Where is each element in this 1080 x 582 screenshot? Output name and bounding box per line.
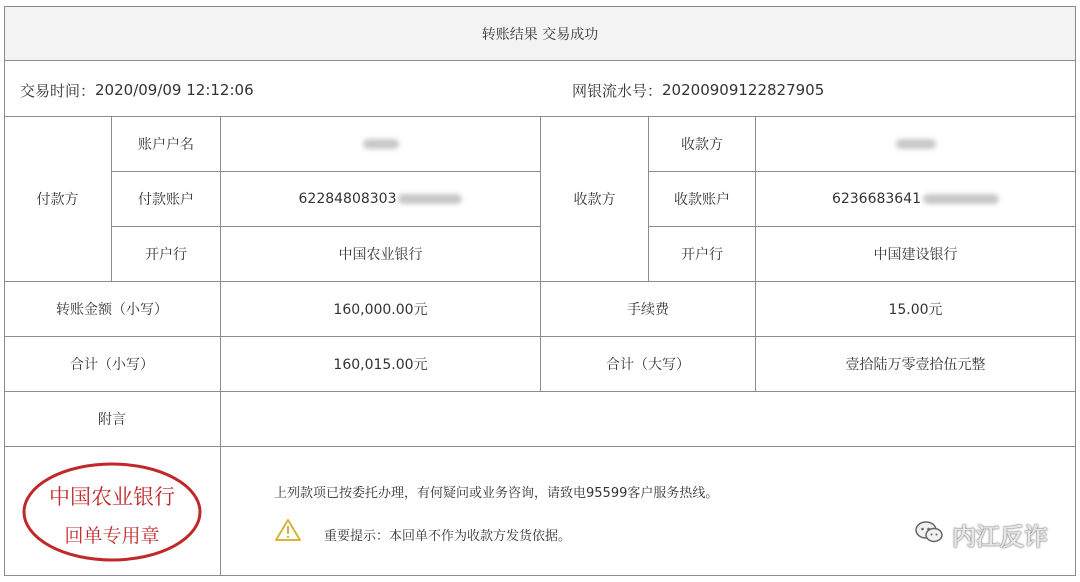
payee-account-value [756,172,1075,226]
transaction-time-label: 交易时间： [20,81,96,100]
bank-seal-stamp [20,460,204,568]
total-label: 合计（小写） [70,357,154,373]
transaction-time [20,68,254,112]
payee-account-label: 收款账户 [674,192,730,208]
watermark-text: 内江反诈 [952,523,1048,551]
payer-account-label: 付款账户 [138,192,194,208]
notice-text: 上列款项已按委托办理，有何疑问或业务咨询，请致电95599客户服务热线。 [274,486,719,501]
stamp-line2: 回单专用章 [64,525,160,547]
payee-name-value [756,117,1075,171]
payee-account-redacted [923,194,999,204]
transfer-receipt [4,6,1076,576]
payer-section-label: 付款方 [36,192,79,208]
payee-name-redacted [896,139,936,149]
watermark [914,517,1048,552]
total-upper-value: 壹拾陆万零壹拾伍元整 [845,357,986,373]
payee-account-number: 6236683641 [831,191,922,207]
transaction-time-value: 2020/09/09 12:12:06 [95,81,254,99]
payer-account-value [221,172,540,226]
total-upper-label: 合计（大写） [606,357,690,373]
payer-account-redacted [398,194,462,204]
receipt-title: 转账结果 交易成功 [481,26,599,43]
payer-name-label: 账户户名 [138,137,194,153]
payee-section-label: 收款方 [573,192,616,208]
bank-serial [572,68,824,112]
fee-value: 15.00元 [888,302,943,318]
warning-text: 重要提示：本回单不作为收款方发货依据。 [324,529,572,544]
wechat-icon [914,519,944,551]
payer-bank-value: 中国农业银行 [338,247,423,263]
payer-account-number: 62284808303 [298,191,397,207]
border-right [1075,6,1076,576]
payee-name-label: 收款方 [681,137,723,153]
payee-bank-value: 中国建设银行 [873,247,958,263]
payer-name-value [221,117,540,171]
receipt-header [4,6,1076,61]
bank-serial-value: 20200909122827905 [662,81,825,99]
remark-label: 附言 [98,412,126,428]
total-value: 160,015.00元 [333,357,428,373]
payer-name-redacted [363,139,399,149]
amount-label: 转账金额（小写） [56,302,168,318]
border-bottom [4,575,1076,576]
amount-value: 160,000.00元 [333,302,428,318]
bank-serial-label: 网银流水号： [572,81,663,100]
warning-triangle-icon [274,518,302,546]
row-divider-remark [4,446,1076,447]
remark-value [221,392,1075,446]
payee-bank-label: 开户行 [681,247,723,263]
payer-bank-label: 开户行 [145,247,187,263]
stamp-line1: 中国农业银行 [49,485,175,509]
fee-label: 手续费 [627,302,669,318]
